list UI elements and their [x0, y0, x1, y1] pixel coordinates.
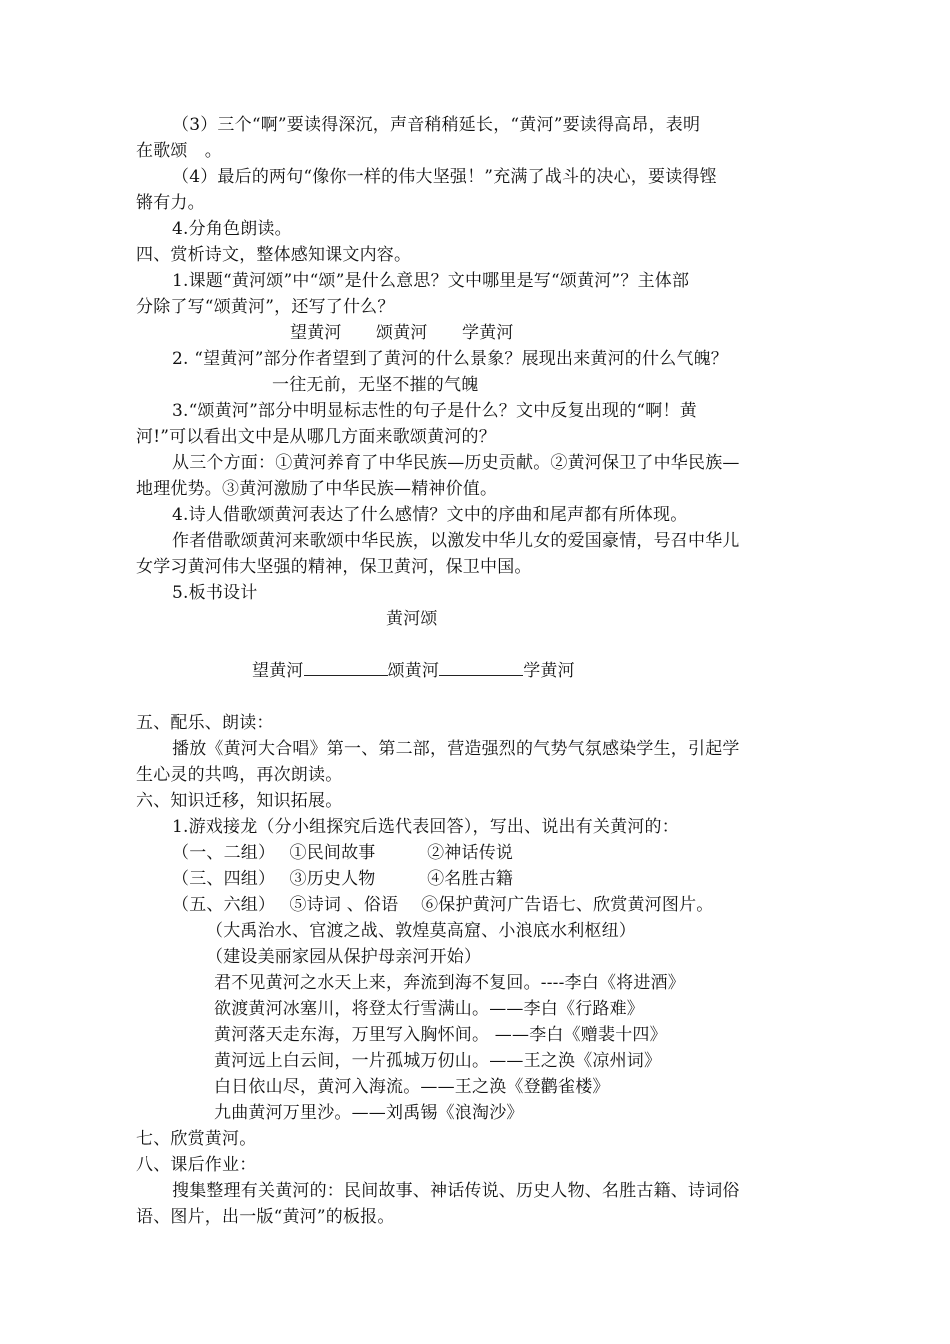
- poem-6: 九曲黄河万里沙。——刘禹锡《浪淘沙》: [214, 1103, 524, 1123]
- reading-tip-3-line1: （3）三个“啊”要读得深沉，声音稍稍延长，“黄河”要读得高昂，表明: [172, 115, 701, 135]
- section-5-line1: 播放《黄河大合唱》第一、第二部，营造强烈的气势气氛感染学生，引起学: [172, 739, 740, 759]
- board-diagram: [252, 658, 575, 684]
- poem-2: 欲渡黄河冰塞川，将登太行雪满山。——李白《行路难》: [214, 999, 644, 1019]
- poem-1: 君不见黄河之水天上来，奔流到海不复回。----李白《将进酒》: [214, 973, 685, 993]
- question-3-line2: 河!”可以看出文中是从哪几方面来歌颂黄河的？: [136, 427, 496, 447]
- poem-5: 白日依山尽，黄河入海流。——王之涣《登鹳雀楼》: [214, 1077, 610, 1097]
- example-list-2: （建设美丽家园从保护母亲河开始）: [206, 947, 482, 967]
- board-part-3: 学黄河: [523, 661, 575, 681]
- reading-tip-4-line1: （4）最后的两句“像你一样的伟大坚强！”充满了战斗的决心，要读得铿: [172, 167, 717, 187]
- poem-4: 黄河远上白云间，一片孤城万仞山。——王之涣《凉州词》: [214, 1051, 662, 1071]
- poem-3: 黄河落天走东海，万里写入胸怀间。 ——李白《赠裴十四》: [214, 1025, 667, 1045]
- board-part-2: 颂黄河: [387, 661, 440, 681]
- group-3-4: （三、四组） ③历史人物 ④名胜古籍: [172, 869, 514, 889]
- section-4-heading: 四、赏析诗文，整体感知课文内容。: [136, 245, 412, 265]
- answer-3-line2: 地理优势。③黄河激励了中华民族—精神价值。: [136, 479, 498, 499]
- board-connector-line-2: [439, 661, 523, 676]
- answer-4-line2: 女学习黄河伟大坚强的精神，保卫黄河，保卫中国。: [136, 557, 532, 577]
- question-3-line1: 3.“颂黄河”部分中明显标志性的句子是什么？文中反复出现的“啊！黄: [172, 401, 697, 421]
- section-7-heading: 七、欣赏黄河。: [136, 1129, 257, 1149]
- question-1-line2: 分除了写“颂黄河”，还写了什么？: [136, 297, 395, 317]
- reading-tip-3-line2: 在歌颂 。: [136, 141, 222, 161]
- answer-3-line1: 从三个方面：①黄河养育了中华民族—历史贡献。②黄河保卫了中华民族—: [172, 453, 740, 473]
- answer-2: 一往无前，无坚不摧的气魄: [272, 375, 479, 395]
- game-intro: 1.游戏接龙（分小组探究后选代表回答），写出、说出有关黄河的：: [172, 817, 679, 837]
- section-8-heading: 八、课后作业：: [136, 1155, 257, 1175]
- answer-1: 望黄河 颂黄河 学黄河: [290, 323, 514, 343]
- board-part-1: 望黄河: [252, 661, 304, 681]
- board-connector-line-1: [304, 661, 388, 676]
- reading-tip-4-line2: 锵有力。: [136, 193, 205, 213]
- homework-line2: 语、图片，出一版“黄河”的板报。: [136, 1207, 395, 1227]
- question-5: 5.板书设计: [172, 583, 258, 603]
- group-1-2: （一、二组） ①民间故事 ②神话传说: [172, 843, 514, 863]
- answer-4-line1: 作者借歌颂黄河来歌颂中华民族，以激发中华儿女的爱国豪情，号召中华儿: [172, 531, 740, 551]
- question-4: 4.诗人借歌颂黄河表达了什么感情？文中的序曲和尾声都有所体现。: [172, 505, 688, 525]
- reading-roles: 4.分角色朗读。: [172, 219, 292, 239]
- homework-line1: 搜集整理有关黄河的：民间故事、神话传说、历史人物、名胜古籍、诗词俗: [172, 1181, 740, 1201]
- group-5-6: （五、六组） ⑤诗词 、俗语 ⑥保护黄河广告语七、欣赏黄河图片。: [172, 895, 714, 915]
- board-title: 黄河颂: [386, 609, 438, 629]
- section-6-heading: 六、知识迁移，知识拓展。: [136, 791, 343, 811]
- question-2: 2. “望黄河”部分作者望到了黄河的什么景象？展现出来黄河的什么气魄？: [172, 349, 729, 369]
- section-5-heading: 五、配乐、朗读：: [136, 713, 274, 733]
- section-5-line2: 生心灵的共鸣，再次朗读。: [136, 765, 343, 785]
- example-list-1: （大禹治水、官渡之战、敦煌莫高窟、小浪底水利枢纽）: [206, 921, 636, 941]
- question-1-line1: 1.课题“黄河颂”中“颂”是什么意思？文中哪里是写“颂黄河”？主体部: [172, 271, 690, 291]
